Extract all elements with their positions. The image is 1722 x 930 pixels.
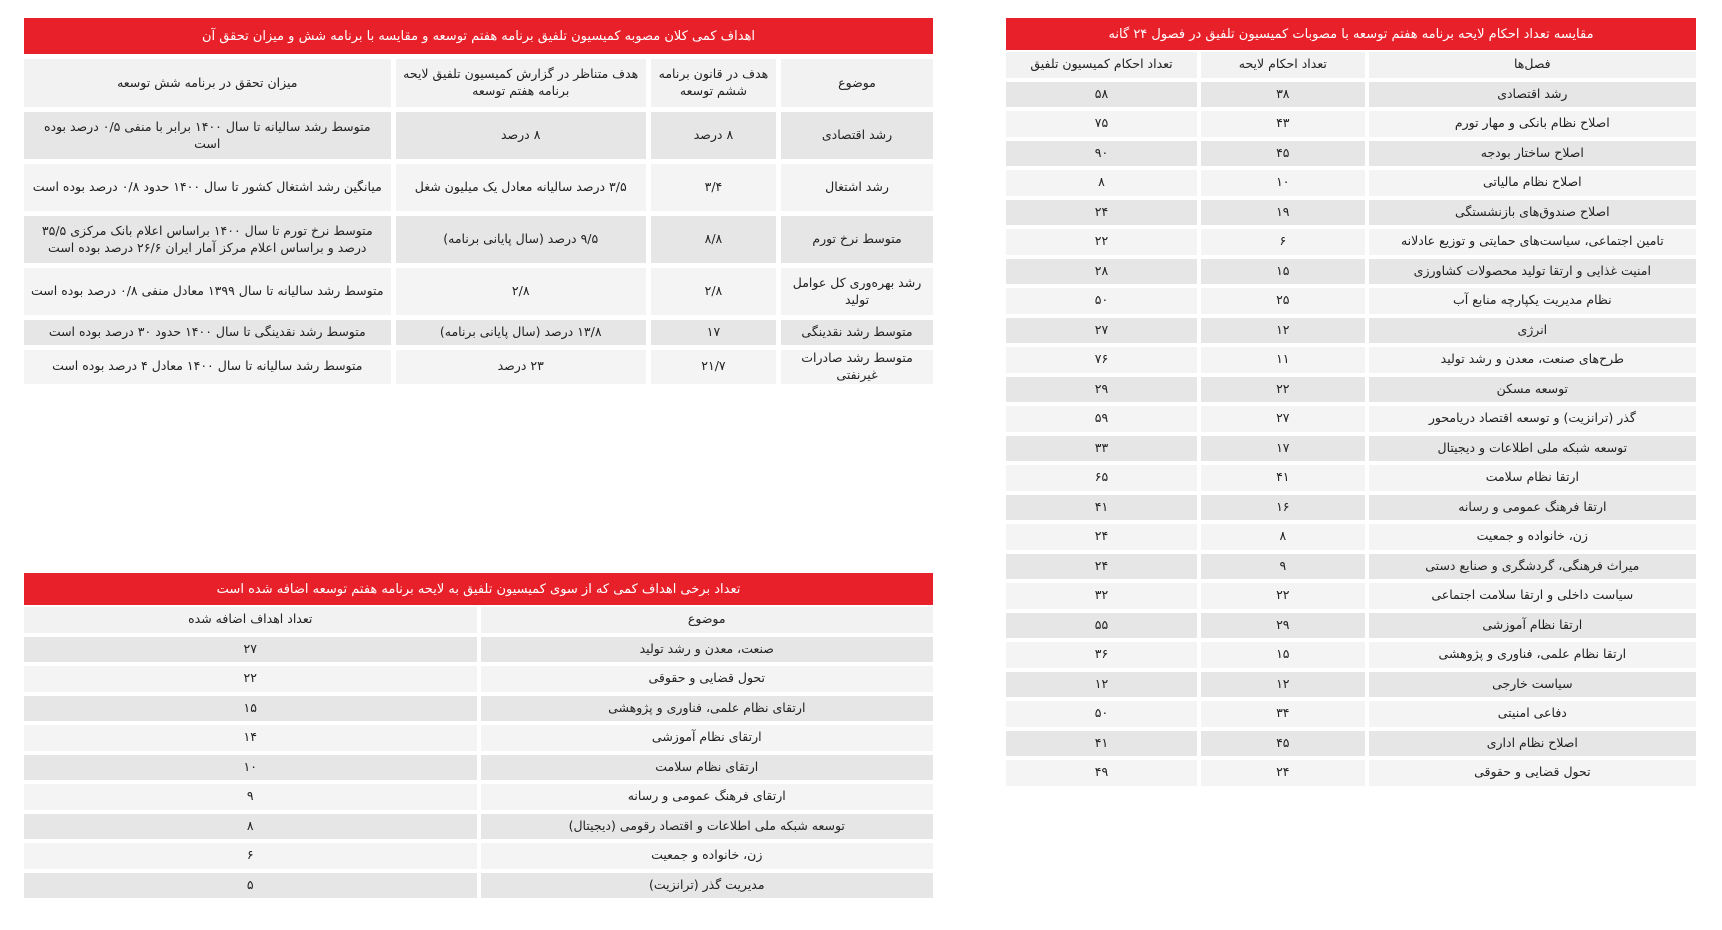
- table-cell: ۲۷: [24, 637, 477, 663]
- table-row: [1006, 613, 1696, 639]
- table-cell: ۷۵: [1006, 111, 1197, 137]
- table-cell: ۲۲: [1201, 583, 1365, 609]
- table-row: [1006, 82, 1696, 108]
- table-cell: ۳/۴: [651, 164, 776, 211]
- table-cell: توسعه شبکه ملی اطلاعات و دیجیتال: [1369, 436, 1696, 462]
- table-row: [24, 784, 933, 810]
- table-cell: ۳۶: [1006, 642, 1197, 668]
- table-cell: ۶۵: [1006, 465, 1197, 491]
- table-row: [24, 755, 933, 781]
- table-cell: ۲۲: [1006, 229, 1197, 255]
- table-row: [24, 666, 933, 692]
- table-cell: ۱۷: [651, 320, 776, 345]
- table-row: [1006, 288, 1696, 314]
- table-cell: نظام مدیریت یکپارچه منابع آب: [1369, 288, 1696, 314]
- chapters-comparison-panel: [1006, 18, 1696, 790]
- table-cell: ۱۹: [1201, 200, 1365, 226]
- table-cell: رشد اقتصادی: [1369, 82, 1696, 108]
- table-cell: ۵۵: [1006, 613, 1197, 639]
- column-header: موضوع: [781, 59, 933, 107]
- table-cell: ۸: [1201, 524, 1365, 550]
- table-cell: ارتقا نظام علمی، فناوری و پژوهشی: [1369, 642, 1696, 668]
- table-cell: ارتقای نظام علمی، فناوری و پژوهشی: [481, 696, 934, 722]
- table-cell: ۲۳ درصد: [396, 350, 646, 384]
- table-cell: ۲۱/۷: [651, 350, 776, 384]
- table-cell: ۵۰: [1006, 288, 1197, 314]
- table-cell: ۳۴: [1201, 701, 1365, 727]
- table-cell: ۹۰: [1006, 141, 1197, 167]
- chapters-comparison-table: [1002, 48, 1700, 790]
- table-cell: ۲۹: [1201, 613, 1365, 639]
- table-cell: ۱۰: [24, 755, 477, 781]
- table-row: [24, 696, 933, 722]
- table-row: [1006, 465, 1696, 491]
- table-cell: ۴۵: [1201, 731, 1365, 757]
- table-row: [1006, 554, 1696, 580]
- table-row: [1006, 731, 1696, 757]
- column-header: هدف متناظر در گزارش کمیسیون تلفیق لایحه برنامه هفتم توسعه: [396, 59, 646, 107]
- macro-targets-title: اهداف کمی کلان مصوبه کمیسیون تلفیق برنامه هفتم توسعه و مقایسه با برنامه شش و میزان تحقق آن: [24, 18, 933, 54]
- table-cell: ۱۵: [24, 696, 477, 722]
- table-row: [1006, 318, 1696, 344]
- table-cell: ۳۳: [1006, 436, 1197, 462]
- table-cell: گذر (ترانزیت) و توسعه اقتصاد دریامحور: [1369, 406, 1696, 432]
- table-row: [24, 268, 933, 315]
- table-cell: ۱۴: [24, 725, 477, 751]
- table-cell: ۲۷: [1006, 318, 1197, 344]
- table-row: [1006, 377, 1696, 403]
- table-row: [24, 843, 933, 869]
- table-row: [24, 320, 933, 345]
- table-cell: اصلاح صندوق‌های بازنشستگی: [1369, 200, 1696, 226]
- table-cell: ۵۹: [1006, 406, 1197, 432]
- column-header: تعداد احکام کمیسیون تلفیق: [1006, 52, 1197, 78]
- table-cell: ۸ درصد: [396, 112, 646, 159]
- table-cell: ۴۹: [1006, 760, 1197, 786]
- column-header: موضوع: [481, 607, 934, 633]
- chapters-comparison-title: مقایسه تعداد احکام لایحه برنامه هفتم توسعه با مصوبات کمیسیون تلفیق در فصول ۲۴ گانه: [1006, 18, 1696, 50]
- table-cell: متوسط رشد صادرات غیرنفتی: [781, 350, 933, 384]
- table-cell: ۷۶: [1006, 347, 1197, 373]
- table-cell: ۱۱: [1201, 347, 1365, 373]
- table-row: [1006, 436, 1696, 462]
- table-cell: ۲۸: [1006, 259, 1197, 285]
- table-cell: ۸ درصد: [651, 112, 776, 159]
- table-cell: ۸/۸: [651, 216, 776, 263]
- table-cell: ارتقا نظام سلامت: [1369, 465, 1696, 491]
- table-header-row: [1006, 52, 1696, 78]
- table-cell: ۲۲: [1201, 377, 1365, 403]
- table-row: [1006, 583, 1696, 609]
- table-row: [1006, 760, 1696, 786]
- table-row: [1006, 347, 1696, 373]
- table-row: [24, 637, 933, 663]
- table-row: [1006, 170, 1696, 196]
- table-cell: توسعه مسکن: [1369, 377, 1696, 403]
- table-cell: ۴۵: [1201, 141, 1365, 167]
- table-row: [24, 112, 933, 159]
- added-targets-panel: [24, 573, 933, 902]
- table-cell: تامین اجتماعی، سیاست‌های حمایتی و توزیع عادلانه: [1369, 229, 1696, 255]
- table-cell: تحول قضایی و حقوقی: [481, 666, 934, 692]
- column-header: تعداد اهداف اضافه شده: [24, 607, 477, 633]
- table-cell: ۱۲: [1006, 672, 1197, 698]
- added-targets-title: تعداد برخی اهداف کمی که از سوی کمیسیون تلفیق به لایحه برنامه هفتم توسعه اضافه شده است: [24, 573, 933, 605]
- table-cell: ۳/۵ درصد سالیانه معادل یک میلیون شغل: [396, 164, 646, 211]
- table-cell: امنیت غذایی و ارتقا تولید محصولات کشاورزی: [1369, 259, 1696, 285]
- table-cell: متوسط رشد سالیانه تا سال ۱۴۰۰ معادل ۴ درصد بوده است: [24, 350, 391, 384]
- table-cell: ارتقا نظام آموزشی: [1369, 613, 1696, 639]
- table-row: [24, 164, 933, 211]
- table-cell: ۲۴: [1201, 760, 1365, 786]
- table-cell: ۲/۸: [396, 268, 646, 315]
- table-cell: متوسط نرخ تورم تا سال ۱۴۰۰ براساس اعلام بانک مرکزی ۳۵/۵ درصد و براساس اعلام مرکز آمار ایران ۲۶/۶ درصد بوده است: [24, 216, 391, 263]
- table-row: [1006, 229, 1696, 255]
- table-row: [1006, 701, 1696, 727]
- table-cell: ۳۸: [1201, 82, 1365, 108]
- added-targets-table: [20, 603, 937, 902]
- table-row: [1006, 495, 1696, 521]
- column-header: میزان تحقق در برنامه شش توسعه: [24, 59, 391, 107]
- table-cell: ۱۰: [1201, 170, 1365, 196]
- table-cell: ۴۳: [1201, 111, 1365, 137]
- table-cell: ۲۹: [1006, 377, 1197, 403]
- table-cell: متوسط رشد نقدینگی: [781, 320, 933, 345]
- table-cell: ۴۱: [1006, 731, 1197, 757]
- table-cell: متوسط رشد سالیانه تا سال ۱۴۰۰ برابر با منفی ۰/۵ درصد بوده است: [24, 112, 391, 159]
- table-row: [24, 350, 933, 384]
- macro-targets-table: [19, 54, 938, 389]
- table-cell: اصلاح نظام مالیاتی: [1369, 170, 1696, 196]
- table-cell: رشد اقتصادی: [781, 112, 933, 159]
- table-cell: رشد بهره‌وری کل عوامل تولید: [781, 268, 933, 315]
- table-cell: ۵: [24, 873, 477, 899]
- table-cell: ارتقای نظام آموزشی: [481, 725, 934, 751]
- table-cell: میراث فرهنگی، گردشگری و صنایع دستی: [1369, 554, 1696, 580]
- table-row: [24, 216, 933, 263]
- table-cell: ۹/۵ درصد (سال پایانی برنامه): [396, 216, 646, 263]
- table-cell: ۹: [24, 784, 477, 810]
- table-cell: ۱۷: [1201, 436, 1365, 462]
- table-cell: سیاست داخلی و ارتقا سلامت اجتماعی: [1369, 583, 1696, 609]
- table-cell: ۲۴: [1006, 200, 1197, 226]
- table-cell: ارتقا فرهنگ عمومی و رسانه: [1369, 495, 1696, 521]
- table-cell: ۲۵: [1201, 288, 1365, 314]
- table-cell: صنعت، معدن و رشد تولید: [481, 637, 934, 663]
- table-row: [24, 814, 933, 840]
- table-cell: متوسط رشد نقدینگی تا سال ۱۴۰۰ حدود ۳۰ درصد بوده است: [24, 320, 391, 345]
- table-row: [1006, 642, 1696, 668]
- table-cell: ۸: [1006, 170, 1197, 196]
- table-cell: زن، خانواده و جمعیت: [481, 843, 934, 869]
- table-row: [24, 873, 933, 899]
- table-cell: ۹: [1201, 554, 1365, 580]
- table-cell: دفاعی امنیتی: [1369, 701, 1696, 727]
- table-row: [1006, 141, 1696, 167]
- table-cell: ۴۱: [1006, 495, 1197, 521]
- table-cell: اصلاح نظام اداری: [1369, 731, 1696, 757]
- macro-targets-panel: [24, 18, 933, 389]
- table-cell: ۱۶: [1201, 495, 1365, 521]
- table-cell: اصلاح ساختار بودجه: [1369, 141, 1696, 167]
- table-cell: ۲۴: [1006, 524, 1197, 550]
- table-cell: توسعه شبکه ملی اطلاعات و اقتصاد رقومی (دیجیتال): [481, 814, 934, 840]
- table-cell: ۲۷: [1201, 406, 1365, 432]
- table-cell: ۵۰: [1006, 701, 1197, 727]
- table-cell: ارتقای فرهنگ عمومی و رسانه: [481, 784, 934, 810]
- table-cell: زن، خانواده و جمعیت: [1369, 524, 1696, 550]
- table-cell: اصلاح نظام بانکی و مهار تورم: [1369, 111, 1696, 137]
- table-cell: ۵۸: [1006, 82, 1197, 108]
- table-cell: متوسط رشد سالیانه تا سال ۱۳۹۹ معادل منفی ۰/۸ درصد بوده است: [24, 268, 391, 315]
- table-header-row: [24, 607, 933, 633]
- table-cell: ۲۴: [1006, 554, 1197, 580]
- table-cell: ۶: [24, 843, 477, 869]
- table-cell: سیاست خارجی: [1369, 672, 1696, 698]
- table-row: [1006, 524, 1696, 550]
- table-row: [1006, 406, 1696, 432]
- table-cell: انرژی: [1369, 318, 1696, 344]
- table-cell: طرح‌های صنعت، معدن و رشد تولید: [1369, 347, 1696, 373]
- column-header: فصل‌ها: [1369, 52, 1696, 78]
- table-cell: ۱۵: [1201, 642, 1365, 668]
- table-cell: ۱۳/۸ درصد (سال پایانی برنامه): [396, 320, 646, 345]
- table-cell: ۲۲: [24, 666, 477, 692]
- table-cell: ۸: [24, 814, 477, 840]
- table-cell: میانگین رشد اشتغال کشور تا سال ۱۴۰۰ حدود ۰/۸ درصد بوده است: [24, 164, 391, 211]
- table-cell: تحول قضایی و حقوقی: [1369, 760, 1696, 786]
- table-cell: ۳۲: [1006, 583, 1197, 609]
- table-row: [1006, 672, 1696, 698]
- column-header: هدف در قانون برنامه ششم توسعه: [651, 59, 776, 107]
- table-cell: ارتقای نظام سلامت: [481, 755, 934, 781]
- table-cell: ۱۲: [1201, 672, 1365, 698]
- table-header-row: [24, 59, 933, 107]
- table-cell: ۲/۸: [651, 268, 776, 315]
- table-cell: متوسط نرخ تورم: [781, 216, 933, 263]
- table-row: [24, 725, 933, 751]
- table-cell: ۴۱: [1201, 465, 1365, 491]
- column-header: تعداد احکام لایحه: [1201, 52, 1365, 78]
- table-row: [1006, 259, 1696, 285]
- table-cell: ۱۲: [1201, 318, 1365, 344]
- table-cell: رشد اشتغال: [781, 164, 933, 211]
- table-row: [1006, 200, 1696, 226]
- table-cell: ۱۵: [1201, 259, 1365, 285]
- table-cell: مدیریت گذر (ترانزیت): [481, 873, 934, 899]
- table-cell: ۶: [1201, 229, 1365, 255]
- table-row: [1006, 111, 1696, 137]
